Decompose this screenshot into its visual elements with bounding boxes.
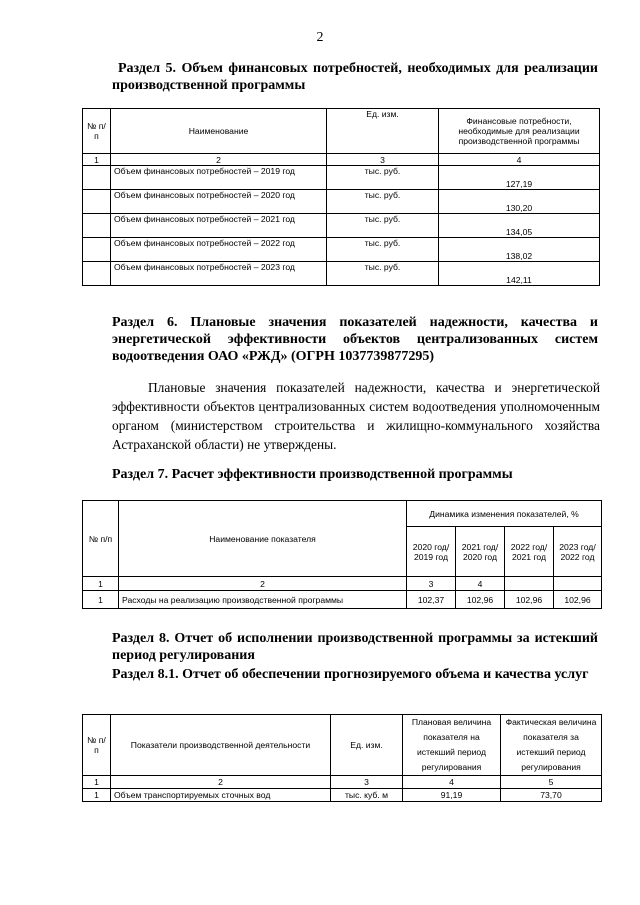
s7-colnum: 2 (119, 577, 407, 591)
s7-header-period: 2022 год/ 2021 год (505, 527, 554, 577)
section8-subtitle: Раздел 8.1. Отчет об обеспечении прогнозируемого объема и качества услуг (112, 667, 589, 682)
s7-row-value: 102,96 (456, 591, 505, 609)
s5-row-unit: тыс. руб. (327, 262, 439, 286)
s8-header-actual: Фактическая величина показателя за истекший период регулирования (501, 715, 602, 776)
s7-colnum: 1 (83, 577, 119, 591)
s7-header-dynamics: Динамика изменения показателей, % (407, 501, 602, 527)
section6-title: Раздел 6. Плановые значения показателей надежности, качества и энергетической эффективности объектов централизованных систем водоотведения ОАО «РЖД» (ОГРН 1037739877295) (112, 315, 598, 364)
s5-row-name: Объем финансовых потребностей – 2020 год (111, 190, 327, 214)
section7-title: Раздел 7. Расчет эффективности производственной программы (112, 467, 513, 482)
s5-row-unit: тыс. руб. (327, 214, 439, 238)
s8-colnum: 5 (501, 776, 602, 789)
s5-row-name: Объем финансовых потребностей – 2023 год (111, 262, 327, 286)
s7-colnum: 3 (407, 577, 456, 591)
s8-colnum: 4 (403, 776, 501, 789)
s7-row-num: 1 (83, 591, 119, 609)
s8-row-actual: 73,70 (501, 789, 602, 802)
s5-colnum: 4 (439, 154, 600, 166)
section7-table (82, 500, 602, 609)
s5-row-value: 142,11 (439, 262, 600, 286)
section5-table (82, 108, 600, 286)
s8-row-planned: 91,19 (403, 789, 501, 802)
page-number: 2 (316, 30, 324, 45)
s5-header-name: Наименование (111, 109, 327, 154)
s5-header-finance: Финансовые потребности, необходимые для реализации производственной программы (439, 109, 600, 154)
s5-colnum: 3 (327, 154, 439, 166)
s7-header-period: 2023 год/ 2022 год (554, 527, 602, 577)
s8-row-unit: тыс. куб. м (331, 789, 403, 802)
s8-header-name: Показатели производственной деятельности (111, 715, 331, 776)
s5-header-num: № п/п (83, 109, 111, 154)
s5-row-value: 127,19 (439, 166, 600, 190)
s7-row-value: 102,37 (407, 591, 456, 609)
s5-row-name: Объем финансовых потребностей – 2021 год (111, 214, 327, 238)
table-row (83, 190, 600, 214)
s5-row-value: 138,02 (439, 238, 600, 262)
s7-header-name: Наименование показателя (119, 501, 407, 577)
s7-colnum: 4 (456, 577, 505, 591)
table-row (83, 166, 600, 190)
s7-header-period: 2021 год/ 2020 год (456, 527, 505, 577)
s7-row-value: 102,96 (505, 591, 554, 609)
section8-title: Раздел 8. Отчет об исполнении производственной программы за истекший период регулирования (112, 631, 598, 663)
s5-row-value: 134,05 (439, 214, 600, 238)
section5-title: Раздел 5. Объем финансовых потребностей, необходимых для реализации производственной программы (112, 61, 598, 93)
s8-row-num: 1 (83, 789, 111, 802)
s5-row-name: Объем финансовых потребностей – 2019 год (111, 166, 327, 190)
s7-header-period: 2020 год/ 2019 год (407, 527, 456, 577)
s8-colnum: 2 (111, 776, 331, 789)
table-row (83, 591, 602, 609)
s7-row-value: 102,96 (554, 591, 602, 609)
section8-table (82, 714, 602, 802)
s5-colnum: 2 (111, 154, 327, 166)
s8-colnum: 1 (83, 776, 111, 789)
section6-paragraph: Плановые значения показателей надежности, качества и энергетической эффективности объектов централизованных систем водоотведения уполномоченным органом (министерством строительства и жилищно-коммунального хозяйства Астраханской области) не утверждены. (112, 380, 600, 452)
s5-colnum: 1 (83, 154, 111, 166)
table-row (83, 789, 602, 802)
s8-header-planned: Плановая величина показателя на истекший период регулирования (403, 715, 501, 776)
s8-header-num: № п/п (83, 715, 111, 776)
s5-row-value: 130,20 (439, 190, 600, 214)
table-row (83, 238, 600, 262)
s5-row-unit: тыс. руб. (327, 190, 439, 214)
s5-row-unit: тыс. руб. (327, 238, 439, 262)
s7-header-num: № п/п (83, 501, 119, 577)
s5-row-unit: тыс. руб. (327, 166, 439, 190)
table-row (83, 214, 600, 238)
s5-row-name: Объем финансовых потребностей – 2022 год (111, 238, 327, 262)
s5-header-unit: Ед. изм. (327, 109, 439, 154)
s8-colnum: 3 (331, 776, 403, 789)
s7-row-name: Расходы на реализацию производственной программы (119, 591, 407, 609)
s8-header-unit: Ед. изм. (331, 715, 403, 776)
s8-row-name: Объем транспортируемых сточных вод (111, 789, 331, 802)
table-row (83, 262, 600, 286)
